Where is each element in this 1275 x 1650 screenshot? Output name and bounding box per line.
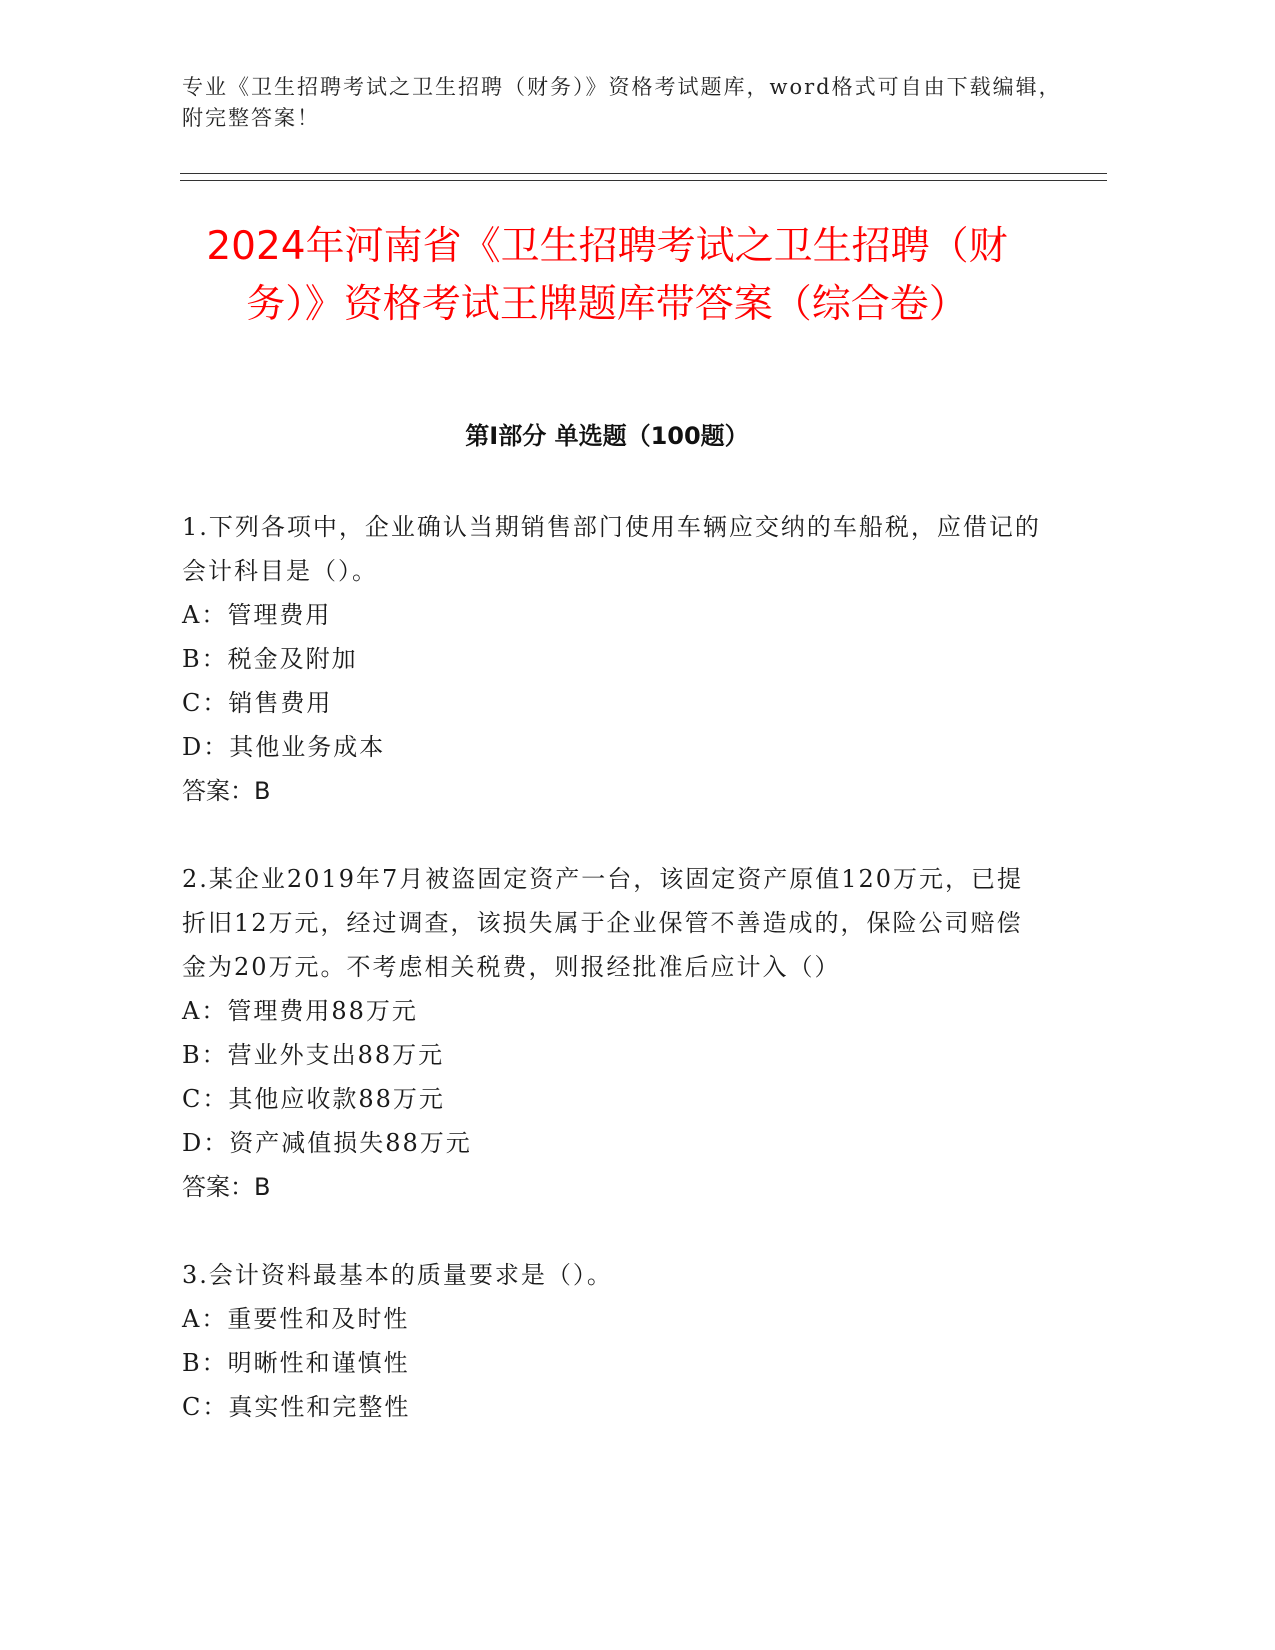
option-d: D：其他业务成本 xyxy=(182,733,386,761)
option-c: C：其他应收款88万元 xyxy=(182,1085,445,1113)
option-a: A：重要性和及时性 xyxy=(182,1305,410,1333)
question-text: 2.某企业2019年7月被盗固定资产一台，该固定资产原值120万元，已提折旧12万元，经过调查，该损失属于企业保管不善造成的，保险公司赔偿金为20万元。不考虑相关税费，则报经批准后应计入（） xyxy=(182,865,1024,981)
option-c: C：真实性和完整性 xyxy=(182,1393,411,1421)
answer: 答案：B xyxy=(182,1173,271,1201)
option-c: C：销售费用 xyxy=(182,689,333,717)
question-3 xyxy=(182,1253,1042,1429)
question-text: 3.会计资料最基本的质量要求是（）。 xyxy=(182,1261,613,1289)
option-a: A：管理费用 xyxy=(182,601,332,629)
question-2 xyxy=(182,857,1042,1209)
document-title: 2024年河南省《卫生招聘考试之卫生招聘（财务）》资格考试王牌题库带答案（综合卷） xyxy=(206,224,1008,327)
header-rule-top xyxy=(180,173,1107,174)
option-b: B：税金及附加 xyxy=(182,645,358,673)
option-b: B：营业外支出88万元 xyxy=(182,1041,445,1069)
header-note: 专业《卫生招聘考试之卫生招聘（财务）》资格考试题库，word格式可自由下载编辑，附完整答案！ xyxy=(182,75,1062,130)
answer: 答案：B xyxy=(182,777,271,805)
question-list xyxy=(182,505,1042,1473)
header-rule-bottom xyxy=(180,180,1107,181)
option-b: B：明晰性和谨慎性 xyxy=(182,1349,410,1377)
question-text: 1.下列各项中，企业确认当期销售部门使用车辆应交纳的车船税，应借记的会计科目是（）。 xyxy=(182,513,1041,585)
option-d: D：资产减值损失88万元 xyxy=(182,1129,472,1157)
option-a: A：管理费用88万元 xyxy=(182,997,418,1025)
section-heading: 第I部分 单选题（100题） xyxy=(465,422,749,450)
question-1 xyxy=(182,505,1042,813)
